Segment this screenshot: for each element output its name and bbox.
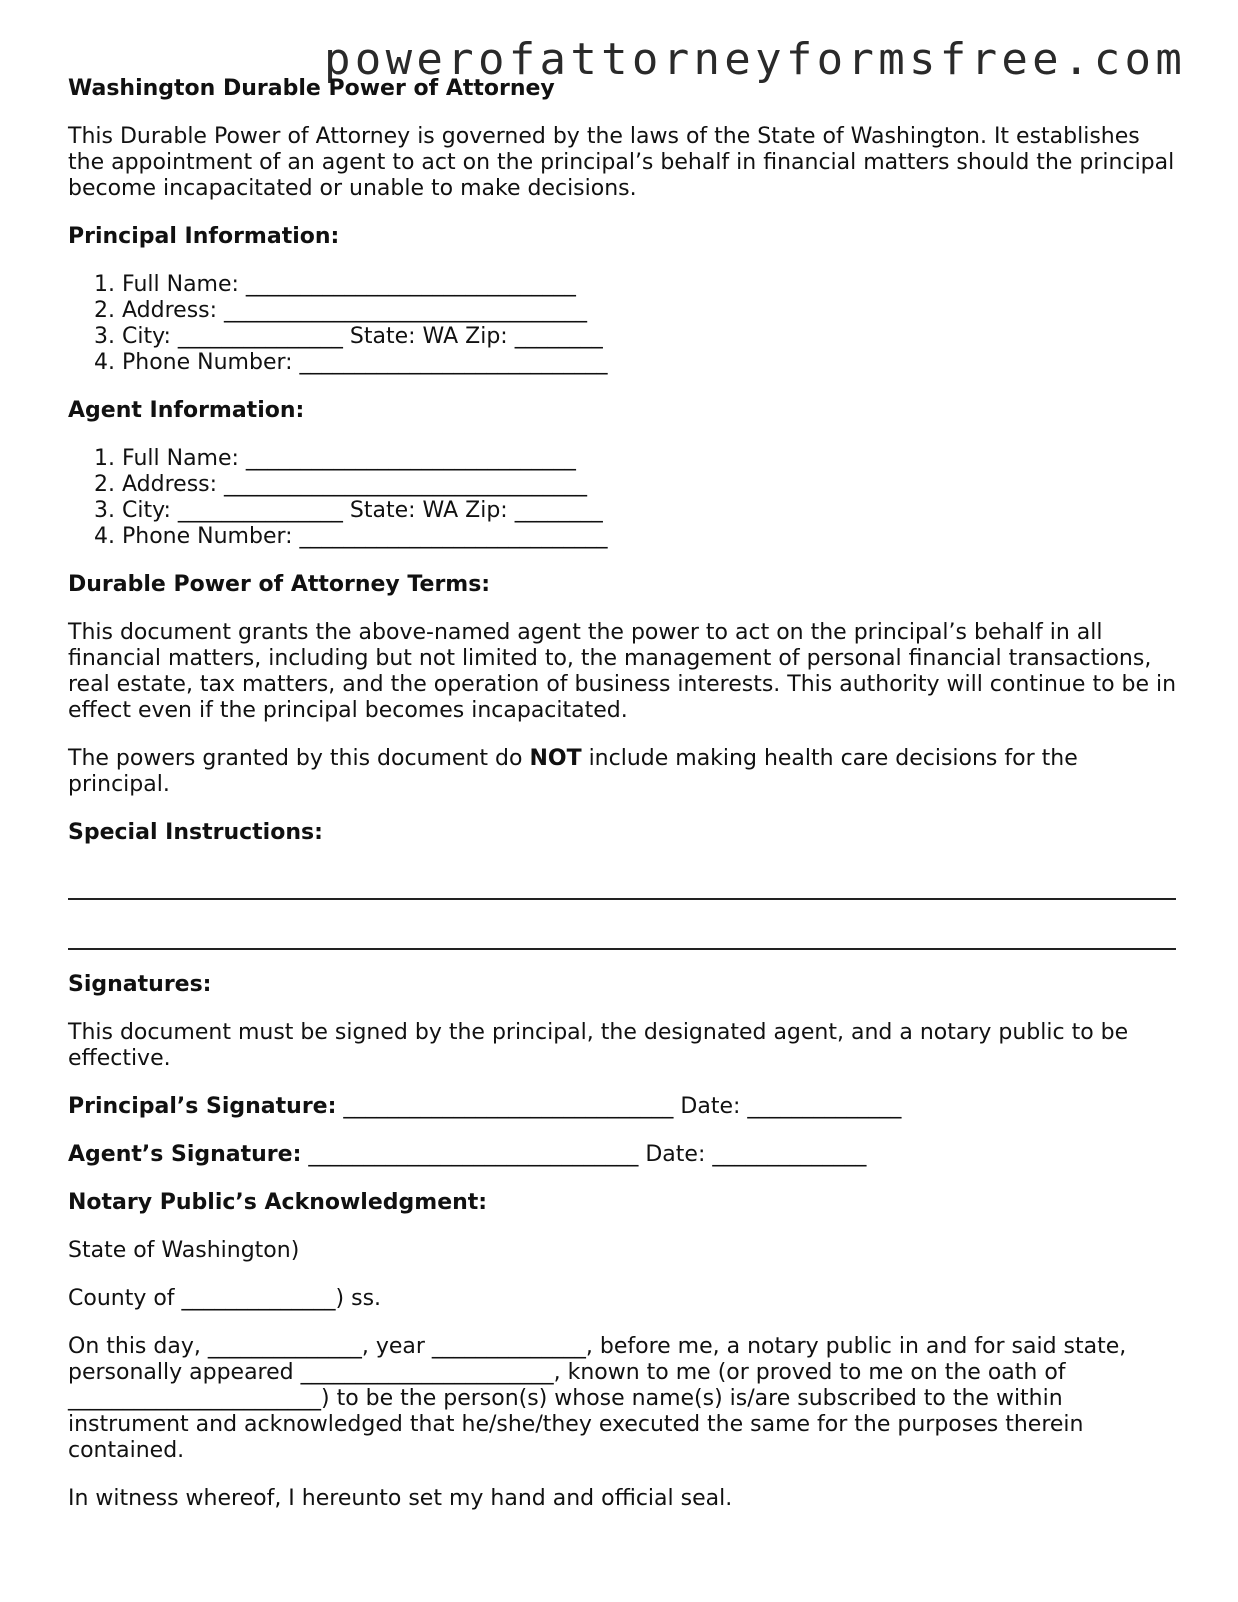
special-instructions-heading: Special Instructions: xyxy=(68,820,323,845)
notary-state: State of Washington) xyxy=(68,1238,300,1263)
agent-address-field[interactable]: 2. Address: _________________________________ xyxy=(122,472,1178,498)
document-body xyxy=(68,76,1178,1512)
agent-city-state-zip-field[interactable]: 3. City: _______________ State: WA Zip: ________ xyxy=(122,498,1178,524)
principal-full-name-field[interactable]: 1. Full Name: ______________________________ xyxy=(122,272,1178,298)
agent-phone-field[interactable]: 4. Phone Number: ____________________________ xyxy=(122,524,1178,550)
principal-phone-field[interactable]: 4. Phone Number: ____________________________ xyxy=(122,350,1178,376)
signatures-intro: This document must be signed by the principal, the designated agent, and a notary public to be effective. xyxy=(68,1020,1129,1071)
principal-address-field[interactable]: 2. Address: _________________________________ xyxy=(122,298,1178,324)
agent-signature-line[interactable] xyxy=(68,1142,1178,1168)
watermark: powerofattorneyformsfree.com xyxy=(324,34,1187,85)
signatures-heading: Signatures: xyxy=(68,972,212,997)
notary-statement[interactable]: On this day, ______________, year ______________, before me, a notary public in and for said state, personally appeared _______________________, known to me (or proved to me on the oath of _______________________) to be the person(s) whose name(s) is/are subscribed to the within instrument and acknowledged that he/she/they executed the same for the purposes therein contained. xyxy=(68,1334,1127,1463)
special-instructions-line-2[interactable] xyxy=(68,922,1176,950)
terms-exclusion-paragraph xyxy=(68,746,1178,798)
principal-signature-blank[interactable]: ______________________________ Date: ______________ xyxy=(336,1094,902,1119)
exclusion-emphasis: NOT xyxy=(529,746,582,771)
intro-paragraph: This Durable Power of Attorney is governed by the laws of the State of Washington. It establishes the appointment of an agent to act on the principal’s behalf in financial matters should the principal become incapacitated or unable to make decisions. xyxy=(68,124,1175,201)
principal-signature-line[interactable] xyxy=(68,1094,1178,1120)
agent-fields xyxy=(68,446,1178,550)
notary-county[interactable]: County of ______________) ss. xyxy=(68,1286,382,1311)
principal-heading: Principal Information: xyxy=(68,224,340,249)
principal-city-state-zip-field[interactable]: 3. City: _______________ State: WA Zip: ________ xyxy=(122,324,1178,350)
agent-full-name-field[interactable]: 1. Full Name: ______________________________ xyxy=(122,446,1178,472)
exclusion-text-before: The powers granted by this document do xyxy=(68,746,530,771)
agent-signature-blank[interactable]: ______________________________ Date: ______________ xyxy=(301,1142,867,1167)
notary-witness: In witness whereof, I hereunto set my hand and official seal. xyxy=(68,1486,733,1511)
exclusion-text-after: include making health care decisions for the principal. xyxy=(68,746,1078,797)
agent-heading: Agent Information: xyxy=(68,398,305,423)
document-title: Washington Durable Power of Attorney xyxy=(68,76,555,101)
principal-signature-label: Principal’s Signature: xyxy=(68,1094,337,1119)
terms-paragraph: This document grants the above-named agent the power to act on the principal’s behalf in all financial matters, including but not limited to, the management of personal financial transactions, real estate, tax matters, and the operation of business interests. This authority will continue to be in effect even if the principal becomes incapacitated. xyxy=(68,620,1177,723)
special-instructions-line-1[interactable] xyxy=(68,872,1176,900)
terms-heading: Durable Power of Attorney Terms: xyxy=(68,572,491,597)
notary-heading: Notary Public’s Acknowledgment: xyxy=(68,1190,488,1215)
principal-fields xyxy=(68,272,1178,376)
agent-signature-label: Agent’s Signature: xyxy=(68,1142,302,1167)
